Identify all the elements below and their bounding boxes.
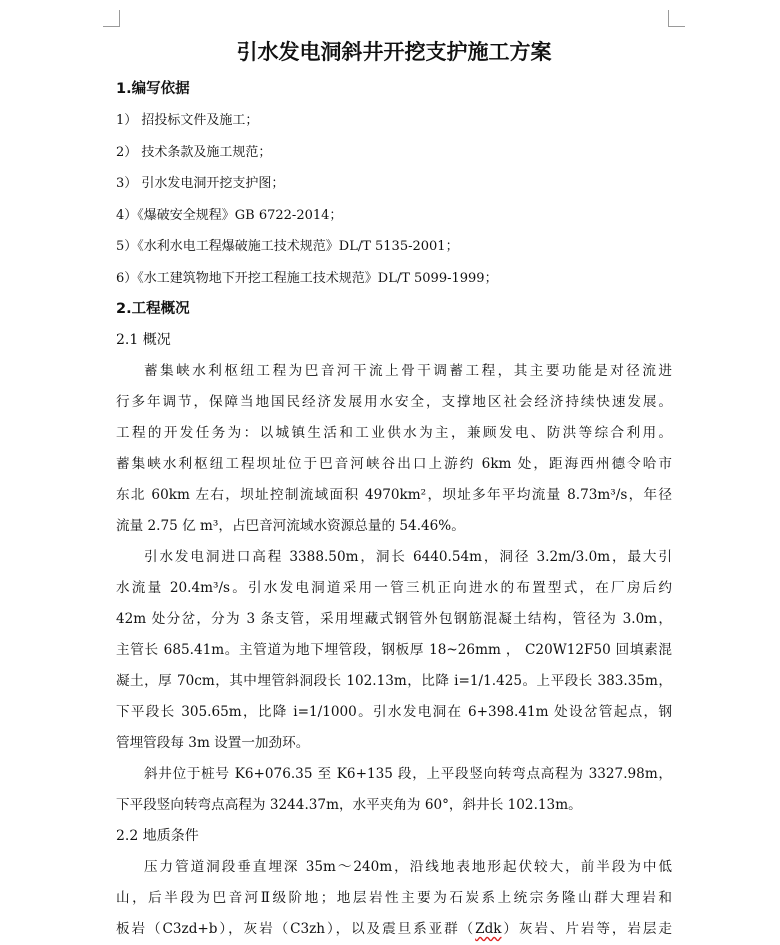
section-heading-basis: 1.编写依据 xyxy=(116,81,190,97)
paragraph-line: 斜井位于桩号 K6+076.35 至 K6+135 段，上平段竖向转弯点高程为 3327.98m， xyxy=(144,766,672,782)
list-item: 3） 引水发电洞开挖支护图； xyxy=(116,176,285,191)
paragraph-line: 凝土，厚 70cm，其中埋管斜洞段长 102.13m，比降 i=1/1.425。上平段长 383.35m， xyxy=(116,673,672,689)
paragraph-line: 引水发电洞进口高程 3388.50m，洞长 6440.54m，洞径 3.2m/3.0m，最大引 xyxy=(144,549,672,565)
paragraph-geology xyxy=(116,852,672,945)
paragraph-line: 工程的开发任务为：以城镇生活和工业供水为主，兼顾发电、防洪等综合利用。 xyxy=(116,425,672,441)
paragraph-line: 东北 60km 左右，坝址控制流域面积 4970km²，坝址多年平均流量 8.73m³/s，年径 xyxy=(116,487,672,503)
paragraph-line: 蓄集峡水利枢纽工程坝址位于巴音河峡谷出口上游约 6km 处，距海西州德令哈市 xyxy=(116,456,672,472)
subsection-heading-geology: 2.2 地质条件 xyxy=(116,828,199,844)
paragraph-line: 42m 处分岔，分为 3 条支管，采用埋藏式钢管外包钢筋混凝土结构，管径为 3.0m， xyxy=(116,611,672,627)
subsection-heading-general: 2.1 概况 xyxy=(116,332,171,348)
paragraph-line: 水流量 20.4m³/s。引水发电洞道采用一管三机正向进水的布置型式，在厂房后约 xyxy=(116,580,672,596)
list-item: 5）《水利水电工程爆破施工技术规范》DL/T 5135-2001； xyxy=(116,239,459,254)
paragraph-line: 行多年调节，保障当地国民经济发展用水安全，支撑地区社会经济持续快速发展。 xyxy=(116,394,672,410)
document-title: 引水发电洞斜井开挖支护施工方案 xyxy=(236,40,552,64)
section-heading-overview: 2.工程概况 xyxy=(116,301,190,317)
text-run: ）灰岩、片岩等，岩层走 xyxy=(501,921,673,937)
list-item: 6）《水工建筑物地下开挖工程施工技术规范》DL/T 5099-1999； xyxy=(116,270,498,286)
paragraph-inclined-shaft xyxy=(116,759,672,821)
paragraph-line: 管埋管段每 3m 设置一加劲环。 xyxy=(116,735,310,751)
paragraph-line: 下平段竖向转弯点高程为 3244.37m，水平夹角为 60°，斜井长 102.13m。 xyxy=(116,797,582,813)
paragraph-project-intro xyxy=(116,356,672,542)
paragraph-line: 蓄集峡水利枢纽工程为巴音河干流上骨干调蓄工程，其主要功能是对径流进 xyxy=(144,363,672,379)
document-body xyxy=(116,34,672,945)
paragraph-line: 流量 2.75 亿 m³，占巴音河流域水资源总量的 54.46%。 xyxy=(116,518,465,534)
crop-mark-top-left xyxy=(103,10,120,27)
paragraph-diversion-tunnel xyxy=(116,542,672,759)
paragraph-line: 山，后半段为巴音河Ⅱ级阶地；地层岩性主要为石炭系上统宗务隆山群大理岩和 xyxy=(116,890,672,906)
list-item: 1） 招投标文件及施工； xyxy=(116,113,259,128)
spellcheck-marked-word: Zdk xyxy=(475,921,502,937)
text-run: 板岩（C3zd+b），灰岩（C3zh），以及震旦系亚群（ xyxy=(116,921,476,937)
paragraph-line: 压力管道洞段垂直埋深 35m～240m，沿线地表地形起伏较大，前半段为中低 xyxy=(144,859,672,875)
crop-mark-top-right xyxy=(668,10,685,27)
paragraph-line: 下平段长 305.65m，比降 i=1/1000。引水发电洞在 6+398.41m 处设岔管起点，钢 xyxy=(116,704,672,720)
paragraph-line: 主管长 685.41m。主管道为地下埋管段，钢板厚 18~26mm ， C20W12F50 回填素混 xyxy=(116,642,672,658)
list-item: 2） 技术条款及施工规范； xyxy=(116,144,272,160)
paragraph-line xyxy=(116,914,672,945)
list-item: 4）《爆破安全规程》GB 6722-2014； xyxy=(116,207,343,223)
